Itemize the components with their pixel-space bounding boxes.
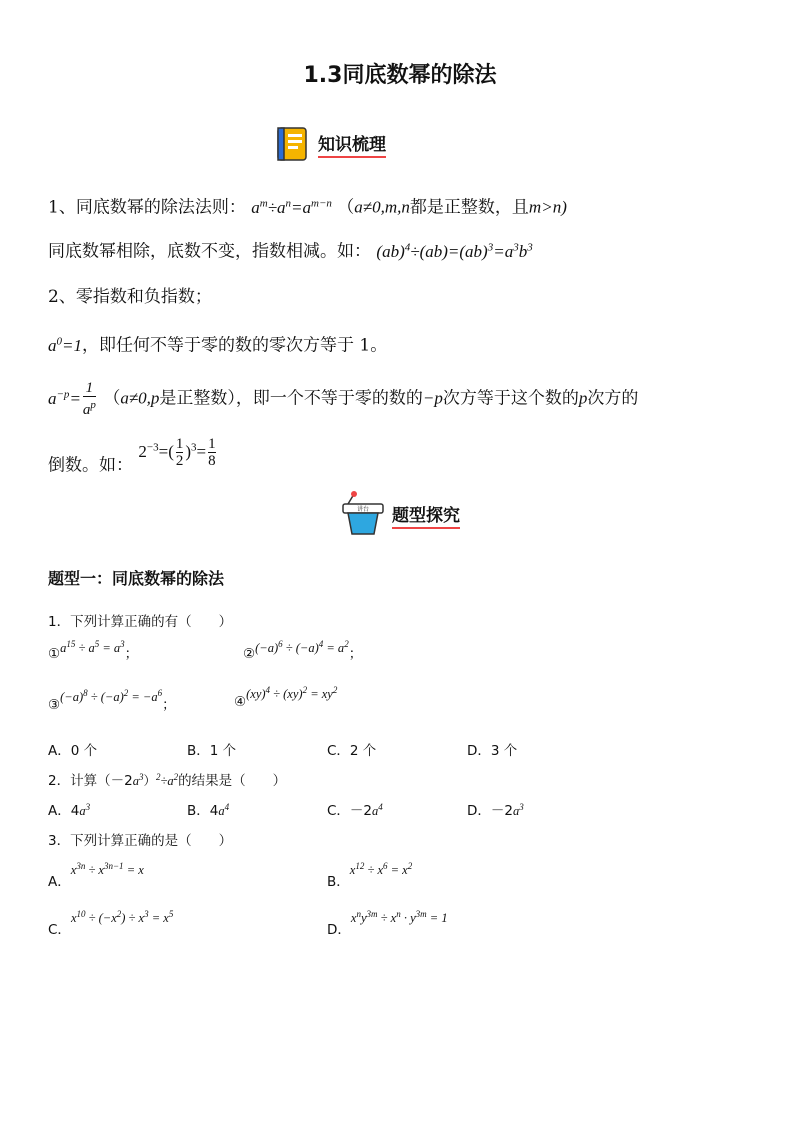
- q2-option-a[interactable]: [48, 799, 90, 819]
- q1-formula-1: $a^{15} \div a^5 = a^3$: [60, 638, 125, 655]
- q1-semi-1: ；: [124, 646, 139, 662]
- q2-option-c-label: C．－2: [327, 803, 373, 819]
- q3-option-c-label: C．: [48, 922, 71, 938]
- q1-option-c[interactable]: C．2 个: [327, 743, 377, 759]
- rule-example-line: [48, 236, 533, 263]
- neg-cond-formula: a≠0,p: [120, 388, 160, 408]
- reciprocal-line: [48, 432, 218, 476]
- q1-item-3: [48, 687, 176, 713]
- rule-line: [48, 192, 567, 219]
- rule-cond-mid: 都是正整数，且: [409, 197, 529, 218]
- q3-option-a-label: A．: [48, 874, 71, 890]
- zero-exponent-line: [48, 330, 387, 357]
- q2-option-b-label: B．4: [187, 803, 219, 819]
- rule-cond-end: m>n): [528, 197, 567, 217]
- q2-option-a-label: A．4: [48, 803, 80, 819]
- q1-marker-2: ②: [243, 646, 256, 662]
- rule-example-text: 同底数幂相除，底数不变，指数相减。如：: [48, 241, 371, 262]
- q3-option-c-formula: $x^{10} \div (-x^2) \div x^3 = x^5$: [70, 908, 174, 925]
- q3-option-d-label: D．: [327, 922, 351, 938]
- negative-exponent-line: [48, 372, 639, 419]
- q3-option-a[interactable]: [48, 862, 144, 892]
- q3-option-b[interactable]: [327, 862, 412, 892]
- q1-option-d[interactable]: D．3 个: [467, 743, 518, 759]
- neg-cond-open: （: [103, 388, 121, 409]
- podium-icon: [340, 490, 386, 540]
- neg-formula: $a^{-p}=$: [48, 388, 81, 408]
- q3-option-b-label: B．: [327, 874, 350, 890]
- p-symbol: p: [578, 388, 588, 408]
- q3-option-b-formula: $x^{12} \div x^6 = x^2$: [349, 860, 413, 877]
- explore-badge: [340, 490, 460, 540]
- q2-option-a-formula: $a^3$: [79, 801, 91, 818]
- q2-stem: [48, 769, 286, 789]
- rule-cond-open: （: [337, 197, 355, 218]
- neg-p-symbol: −p: [422, 388, 443, 408]
- zero-neg-heading: 2、零指数和负指数；: [48, 287, 212, 307]
- q2-stem-pre: 2．计算（－2: [48, 773, 133, 789]
- reciprocal-text: 倒数。如：: [48, 455, 133, 476]
- rule-formula: $a^m\div a^n=a^{m-n}$: [251, 197, 332, 217]
- podium-label: 讲台: [356, 506, 370, 513]
- q3-option-d-formula: $x^ny^{3m} \div x^n \cdot y^{3m} = 1$: [350, 908, 448, 925]
- q3-option-d[interactable]: [327, 910, 448, 940]
- zero-text: ，即任何不等于零的数的零次方等于 1。: [81, 335, 388, 356]
- q3-option-c[interactable]: [48, 910, 173, 940]
- q1-marker-4: ④: [234, 694, 247, 711]
- q1-formula-2: $(-a)^6 \div (-a)^4 = a^2$: [255, 638, 349, 655]
- reciprocal-formula: $2^{-3}=$( $\frac{1}{2}$ )$^3$= $\frac{1}{8}$: [138, 436, 216, 470]
- q1-semi-3: ；: [162, 697, 176, 713]
- q1-stem: 1．下列计算正确的有（ ）: [48, 614, 233, 630]
- q2-option-d-formula: $a^3$: [512, 801, 524, 818]
- q1-item-1: [48, 638, 139, 662]
- neg-fraction: $\frac{1}{a^p}$: [82, 380, 96, 419]
- q2-option-d[interactable]: [467, 799, 524, 819]
- q2-option-c[interactable]: [327, 799, 383, 819]
- zero-formula: $a^0=1$: [48, 335, 82, 355]
- q2-option-b[interactable]: [187, 799, 229, 819]
- rule-lead: 1、同底数幂的除法法则：: [48, 197, 246, 218]
- q1-marker-1: ①: [48, 646, 61, 662]
- neg-end: 次方的: [587, 388, 639, 409]
- q1-item-4: [234, 685, 338, 711]
- page-title: 1.3同底数幂的除法: [303, 63, 497, 88]
- q2-stem-formula: $a^3)^2\div a^2$: [132, 771, 179, 788]
- q3-option-a-formula: $x^{3n} \div x^{3n-1} = x$: [70, 860, 144, 877]
- knowledge-badge-label: 知识梳理: [318, 130, 386, 158]
- q2-option-d-label: D．－2: [467, 803, 513, 819]
- knowledge-badge: [272, 124, 386, 164]
- q1-option-b[interactable]: B．1 个: [187, 743, 237, 759]
- q1-item-2: [243, 638, 363, 662]
- q1-formula-4: $(xy)^4 \div (xy)^2 = xy^2$: [246, 685, 338, 702]
- neg-mid2: 次方等于这个数的: [442, 388, 579, 409]
- rule-example-formula: $(ab)^4\div(ab)=(ab)^3=a^3b^3$: [376, 241, 533, 261]
- rule-cond-formula: a≠0,m,n: [354, 197, 410, 217]
- q1-formula-3: $(-a)^8 \div (-a)^2 = -a^6$: [60, 687, 163, 704]
- q1-marker-3: ③: [48, 697, 61, 713]
- q3-stem: 3．下列计算正确的是（ ）: [48, 833, 233, 849]
- section-title: 题型一：同底数幂的除法: [48, 569, 225, 588]
- q1-option-a[interactable]: A．0 个: [48, 743, 98, 759]
- q1-semi-2: ；: [348, 646, 363, 662]
- q2-stem-post: 的结果是（ ）: [178, 773, 287, 789]
- q2-option-b-formula: $a^4$: [218, 801, 230, 818]
- neg-cond-mid: 是正整数），即一个不等于零的数的: [159, 388, 423, 409]
- q2-option-c-formula: $a^4$: [372, 801, 383, 818]
- explore-badge-label: 题型探究: [392, 501, 460, 529]
- book-icon: [272, 124, 312, 164]
